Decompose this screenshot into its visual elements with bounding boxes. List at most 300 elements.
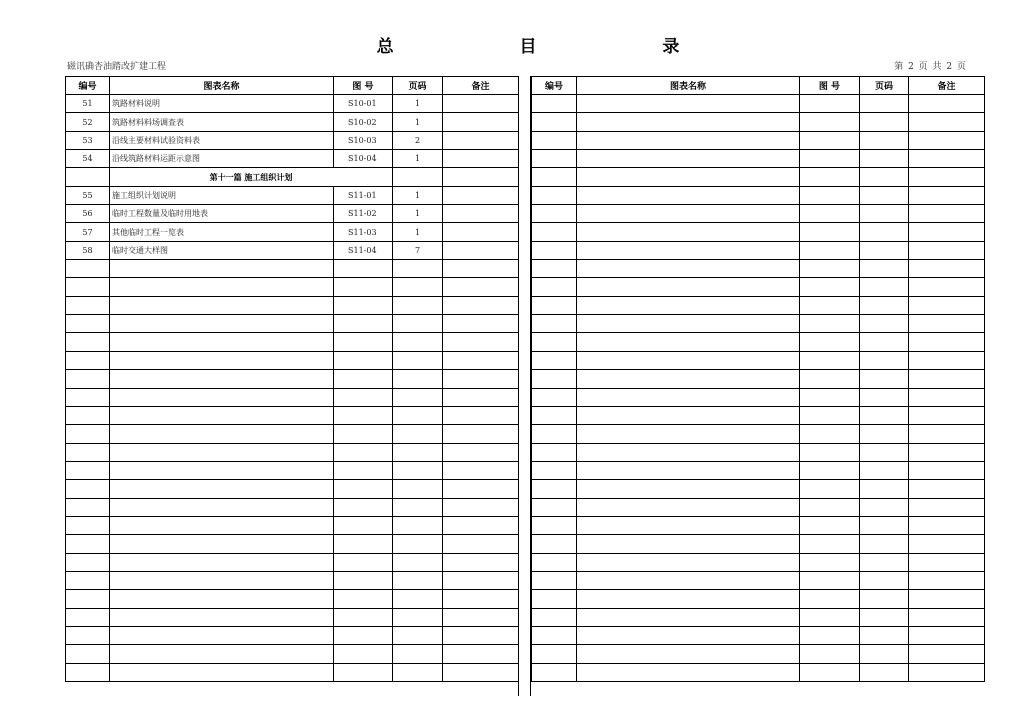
- cell-page: 1: [393, 113, 443, 131]
- cell-page: 1: [393, 205, 443, 223]
- cell-page: [860, 186, 909, 204]
- cell-page: 1: [393, 186, 443, 204]
- table-row: [66, 296, 519, 314]
- cell-code: [334, 315, 393, 333]
- cell-page: 1: [393, 223, 443, 241]
- cell-code: [800, 333, 860, 351]
- table-row: [532, 535, 985, 553]
- cell-remark: [909, 95, 985, 113]
- cell-page: [860, 663, 909, 681]
- cell-name: [577, 205, 800, 223]
- cell-remark: [443, 315, 519, 333]
- table-header-row: [532, 77, 985, 95]
- cell-name: [110, 553, 334, 571]
- cell-no: [66, 590, 110, 608]
- cell-remark: [909, 663, 985, 681]
- cell-remark: [443, 131, 519, 149]
- cell-page: [860, 168, 909, 186]
- header-name: 图表名称: [110, 77, 334, 95]
- cell-no: [66, 608, 110, 626]
- cell-name: [577, 260, 800, 278]
- table-row: [66, 278, 519, 296]
- table-row: [532, 223, 985, 241]
- cell-name: [110, 406, 334, 424]
- cell-remark: [909, 370, 985, 388]
- cell-no: 56: [66, 205, 110, 223]
- table-row: [66, 590, 519, 608]
- cell-name: [577, 406, 800, 424]
- table-row: [66, 443, 519, 461]
- cell-name: [110, 260, 334, 278]
- cell-remark: [909, 315, 985, 333]
- cell-no: [532, 113, 577, 131]
- cell-no: [532, 645, 577, 663]
- cell-page: [860, 388, 909, 406]
- cell-no: [532, 168, 577, 186]
- table-row: [532, 370, 985, 388]
- cell-remark: [443, 150, 519, 168]
- cell-code: [800, 150, 860, 168]
- table-row: [66, 186, 519, 204]
- cell-code: [800, 425, 860, 443]
- cell-name: [577, 388, 800, 406]
- cell-page: [393, 645, 443, 663]
- cell-code: [800, 498, 860, 516]
- cell-no: [66, 535, 110, 553]
- cell-remark: [909, 553, 985, 571]
- cell-remark: [909, 168, 985, 186]
- table-divider: [518, 76, 531, 696]
- header-remark: 备注: [909, 77, 985, 95]
- cell-page: [393, 516, 443, 534]
- cell-code: [800, 663, 860, 681]
- cell-remark: [909, 608, 985, 626]
- cell-page: [860, 260, 909, 278]
- cell-code: [334, 370, 393, 388]
- cell-code: S11-03: [334, 223, 393, 241]
- cell-name: [577, 223, 800, 241]
- cell-no: 57: [66, 223, 110, 241]
- section-heading: 第十一篇 施工组织计划: [110, 168, 393, 186]
- cell-name: [577, 425, 800, 443]
- cell-page: [393, 608, 443, 626]
- cell-remark: [909, 626, 985, 644]
- cell-code: [800, 553, 860, 571]
- cell-page: [393, 351, 443, 369]
- cell-no: [66, 333, 110, 351]
- cell-page: [860, 131, 909, 149]
- header-code: 图 号: [334, 77, 393, 95]
- cell-no: [66, 553, 110, 571]
- cell-remark: [443, 223, 519, 241]
- table-row: [532, 95, 985, 113]
- cell-page: 1: [393, 95, 443, 113]
- cell-name: 施工组织计划说明: [110, 186, 334, 204]
- table-row: [532, 351, 985, 369]
- cell-name: [577, 645, 800, 663]
- cell-code: [800, 186, 860, 204]
- cell-remark: [443, 260, 519, 278]
- cell-remark: [909, 351, 985, 369]
- cell-no: [532, 425, 577, 443]
- cell-code: [800, 315, 860, 333]
- cell-name: [577, 351, 800, 369]
- table-row: [66, 626, 519, 644]
- table-row: [66, 480, 519, 498]
- cell-page: [393, 498, 443, 516]
- table-row: [532, 425, 985, 443]
- cell-page: [860, 150, 909, 168]
- cell-name: [110, 571, 334, 589]
- cell-code: [800, 370, 860, 388]
- cell-remark: [909, 260, 985, 278]
- cell-no: [66, 443, 110, 461]
- cell-page: [860, 351, 909, 369]
- table-row: [66, 535, 519, 553]
- cell-page: [393, 626, 443, 644]
- cell-name: [110, 626, 334, 644]
- cell-page: [860, 315, 909, 333]
- cell-remark: [909, 590, 985, 608]
- cell-code: [800, 296, 860, 314]
- cell-page: [860, 278, 909, 296]
- table-row: [532, 168, 985, 186]
- cell-name: 沿线主要材料试验资料表: [110, 131, 334, 149]
- table-row: [66, 663, 519, 681]
- cell-page: [860, 425, 909, 443]
- cell-page: [860, 95, 909, 113]
- cell-no: [66, 498, 110, 516]
- cell-remark: [443, 443, 519, 461]
- cell-page: [860, 498, 909, 516]
- table-row: [532, 663, 985, 681]
- cell-name: [577, 480, 800, 498]
- cell-page: [860, 241, 909, 259]
- cell-remark: [909, 113, 985, 131]
- cell-name: [577, 590, 800, 608]
- cell-page: [860, 571, 909, 589]
- cell-page: [860, 553, 909, 571]
- table-row: [66, 260, 519, 278]
- cell-page: [393, 535, 443, 553]
- cell-code: S10-04: [334, 150, 393, 168]
- table-row: [66, 370, 519, 388]
- cell-code: [334, 351, 393, 369]
- cell-remark: [443, 351, 519, 369]
- cell-remark: [443, 241, 519, 259]
- cell-page: [393, 388, 443, 406]
- table-row: [66, 223, 519, 241]
- cell-remark: [909, 571, 985, 589]
- cell-remark: [909, 296, 985, 314]
- cell-no: [532, 608, 577, 626]
- table-row: [532, 590, 985, 608]
- cell-no: [66, 480, 110, 498]
- cell-code: [800, 535, 860, 553]
- cell-remark: [443, 333, 519, 351]
- cell-code: [334, 406, 393, 424]
- cell-code: [334, 388, 393, 406]
- cell-remark: [443, 406, 519, 424]
- cell-name: [110, 333, 334, 351]
- cell-no: 53: [66, 131, 110, 149]
- cell-name: [577, 131, 800, 149]
- cell-no: 51: [66, 95, 110, 113]
- cell-no: [532, 241, 577, 259]
- cell-code: [800, 168, 860, 186]
- cell-remark: [443, 370, 519, 388]
- cell-remark: [443, 296, 519, 314]
- cell-remark: [443, 663, 519, 681]
- cell-page: [860, 406, 909, 424]
- cell-code: [800, 626, 860, 644]
- table-row: [532, 571, 985, 589]
- table-row: [532, 443, 985, 461]
- cell-remark: [909, 131, 985, 149]
- cell-name: [577, 113, 800, 131]
- cell-code: S10-02: [334, 113, 393, 131]
- cell-code: [800, 113, 860, 131]
- cell-remark: [909, 516, 985, 534]
- header-name: 图表名称: [577, 77, 800, 95]
- cell-no: [66, 370, 110, 388]
- cell-remark: [909, 645, 985, 663]
- cell-no: [532, 315, 577, 333]
- cell-code: [334, 443, 393, 461]
- cell-remark: [909, 461, 985, 479]
- cell-name: 筑路材料料场调查表: [110, 113, 334, 131]
- cell-remark: [909, 388, 985, 406]
- cell-name: [577, 150, 800, 168]
- right-index-table: [531, 76, 985, 682]
- cell-no: [66, 425, 110, 443]
- table-row: [66, 553, 519, 571]
- cell-name: [110, 535, 334, 553]
- cell-name: [110, 590, 334, 608]
- cell-page: [393, 553, 443, 571]
- cell-name: [577, 461, 800, 479]
- cell-remark: [909, 425, 985, 443]
- cell-name: [110, 516, 334, 534]
- cell-page: [393, 278, 443, 296]
- cell-remark: [909, 241, 985, 259]
- cell-no: [532, 388, 577, 406]
- cell-code: [800, 480, 860, 498]
- cell-remark: [909, 205, 985, 223]
- cell-code: [800, 205, 860, 223]
- cell-code: [800, 351, 860, 369]
- cell-no: [532, 663, 577, 681]
- cell-remark: [443, 590, 519, 608]
- cell-no: [66, 168, 110, 186]
- cell-name: [110, 296, 334, 314]
- cell-no: [532, 333, 577, 351]
- cell-remark: [443, 553, 519, 571]
- cell-name: [577, 278, 800, 296]
- cell-code: [334, 498, 393, 516]
- table-row: [532, 278, 985, 296]
- cell-name: 其他临时工程一览表: [110, 223, 334, 241]
- cell-page: [393, 296, 443, 314]
- cell-code: [334, 535, 393, 553]
- cell-code: [334, 480, 393, 498]
- cell-page: [393, 168, 443, 186]
- cell-no: [532, 95, 577, 113]
- cell-code: [800, 608, 860, 626]
- cell-page: [393, 480, 443, 498]
- cell-code: [800, 278, 860, 296]
- cell-no: [532, 186, 577, 204]
- cell-name: [577, 553, 800, 571]
- cell-no: [532, 223, 577, 241]
- cell-page: [860, 590, 909, 608]
- cell-remark: [909, 406, 985, 424]
- cell-page: [860, 333, 909, 351]
- cell-code: [800, 223, 860, 241]
- cell-no: [66, 663, 110, 681]
- header-no: 编号: [66, 77, 110, 95]
- cell-code: [334, 461, 393, 479]
- cell-page: [860, 516, 909, 534]
- table-row: [66, 168, 519, 186]
- cell-no: [532, 370, 577, 388]
- table-row: [66, 351, 519, 369]
- cell-remark: [443, 186, 519, 204]
- cell-code: [334, 425, 393, 443]
- cell-no: [66, 351, 110, 369]
- table-row: [532, 296, 985, 314]
- table-row: [532, 241, 985, 259]
- table-row: [66, 113, 519, 131]
- cell-name: [577, 498, 800, 516]
- cell-remark: [909, 498, 985, 516]
- cell-name: 临时交通大样图: [110, 241, 334, 259]
- cell-no: [532, 260, 577, 278]
- cell-page: 7: [393, 241, 443, 259]
- table-row: [532, 260, 985, 278]
- cell-name: 筑路材料说明: [110, 95, 334, 113]
- project-name: 磁讯确杏油踏改扩建工程: [67, 62, 167, 72]
- cell-name: [577, 443, 800, 461]
- cell-name: [577, 333, 800, 351]
- cell-code: [800, 388, 860, 406]
- cell-code: [800, 95, 860, 113]
- cell-code: S10-01: [334, 95, 393, 113]
- cell-code: [800, 645, 860, 663]
- table-row: [66, 645, 519, 663]
- header-no: 编号: [532, 77, 577, 95]
- cell-no: [66, 406, 110, 424]
- cell-code: S11-04: [334, 241, 393, 259]
- cell-name: [110, 608, 334, 626]
- table-row: [532, 645, 985, 663]
- cell-no: [532, 553, 577, 571]
- cell-code: [800, 260, 860, 278]
- cell-code: [800, 406, 860, 424]
- cell-remark: [909, 150, 985, 168]
- cell-code: S11-01: [334, 186, 393, 204]
- cell-remark: [443, 425, 519, 443]
- table-row: [532, 498, 985, 516]
- cell-page: [860, 443, 909, 461]
- table-row: [66, 315, 519, 333]
- cell-page: [393, 406, 443, 424]
- cell-name: [110, 645, 334, 663]
- cell-name: [110, 461, 334, 479]
- cell-code: [800, 590, 860, 608]
- cell-code: [800, 443, 860, 461]
- cell-name: [110, 278, 334, 296]
- cell-no: 58: [66, 241, 110, 259]
- cell-code: [800, 571, 860, 589]
- cell-name: [577, 535, 800, 553]
- cell-page: [860, 223, 909, 241]
- cell-remark: [443, 461, 519, 479]
- cell-page: [393, 663, 443, 681]
- table-row: [66, 571, 519, 589]
- cell-name: [577, 241, 800, 259]
- header-code: 图 号: [800, 77, 860, 95]
- cell-code: [800, 131, 860, 149]
- cell-name: [110, 351, 334, 369]
- cell-remark: [443, 205, 519, 223]
- cell-name: [577, 663, 800, 681]
- cell-remark: [909, 535, 985, 553]
- cell-name: [577, 571, 800, 589]
- cell-code: [800, 241, 860, 259]
- cell-code: S11-02: [334, 205, 393, 223]
- table-row: [532, 333, 985, 351]
- cell-page: [393, 590, 443, 608]
- cell-no: 52: [66, 113, 110, 131]
- cell-no: [66, 315, 110, 333]
- cell-no: [532, 461, 577, 479]
- cell-no: [66, 571, 110, 589]
- cell-no: [532, 535, 577, 553]
- cell-name: [110, 498, 334, 516]
- header-page: 页码: [860, 77, 909, 95]
- cell-no: [532, 480, 577, 498]
- cell-page: [860, 645, 909, 663]
- table-row: [532, 205, 985, 223]
- cell-remark: [443, 278, 519, 296]
- cell-name: [577, 186, 800, 204]
- table-row: [532, 608, 985, 626]
- table-row: [66, 516, 519, 534]
- cell-no: [532, 443, 577, 461]
- cell-page: [393, 443, 443, 461]
- cell-name: [110, 370, 334, 388]
- cell-code: [334, 608, 393, 626]
- cell-remark: [909, 480, 985, 498]
- cell-name: [110, 443, 334, 461]
- cell-name: [110, 480, 334, 498]
- cell-name: [110, 388, 334, 406]
- table-row: [532, 626, 985, 644]
- cell-no: [66, 388, 110, 406]
- cell-name: [577, 95, 800, 113]
- cell-code: [800, 461, 860, 479]
- cell-name: [577, 168, 800, 186]
- cell-no: [532, 351, 577, 369]
- cell-code: [334, 260, 393, 278]
- cell-remark: [443, 95, 519, 113]
- cell-remark: [909, 186, 985, 204]
- cell-remark: [443, 626, 519, 644]
- cell-code: [334, 516, 393, 534]
- table-row: [532, 186, 985, 204]
- table-row: [532, 480, 985, 498]
